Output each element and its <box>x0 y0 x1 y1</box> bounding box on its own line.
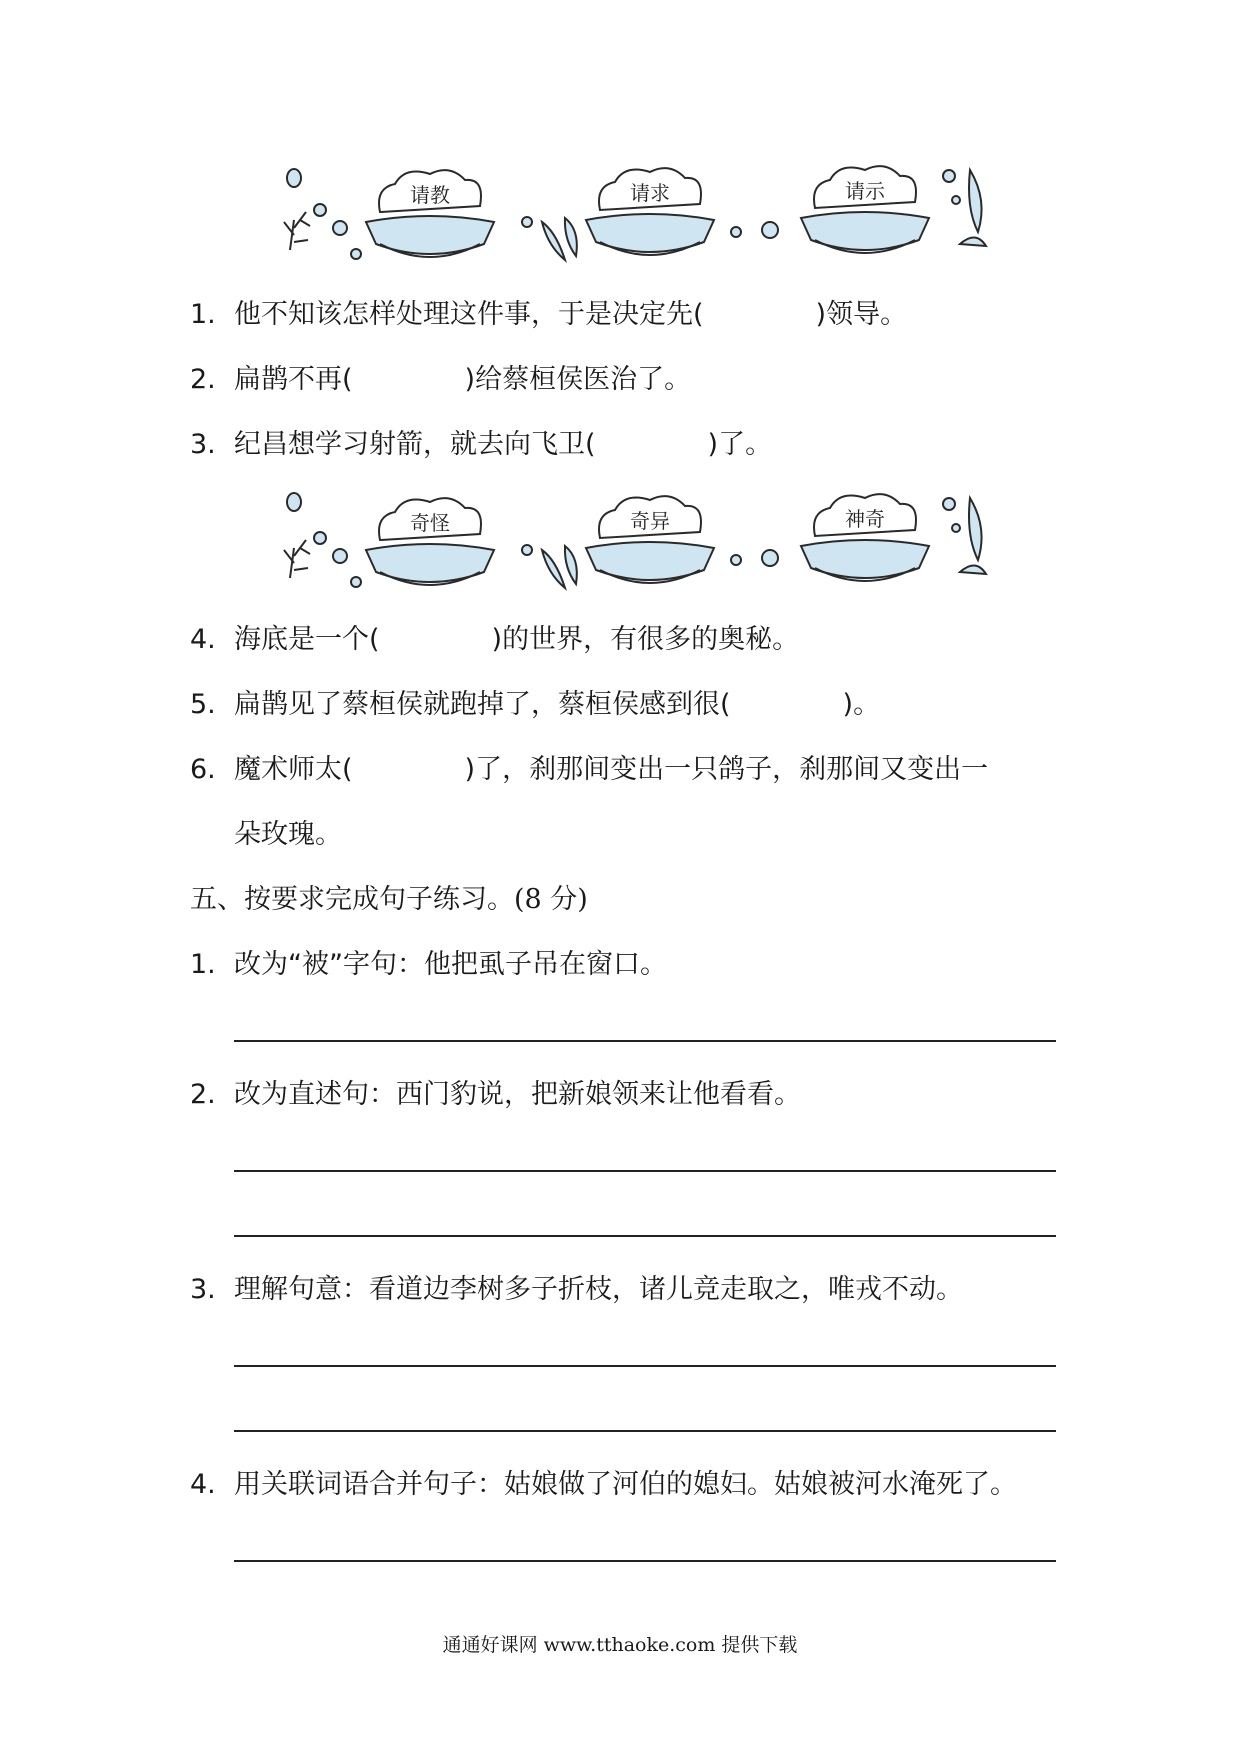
seaweed-icon <box>969 170 982 232</box>
answer-line[interactable] <box>234 1235 1056 1237</box>
answer-line[interactable] <box>234 1040 1056 1042</box>
coral-icon <box>284 212 310 250</box>
exercise-3: 3. 理解句意：看道边李树多子折枝，诸儿竞走取之，唯戎不动。 <box>190 1274 963 1305</box>
seaweed-icon <box>969 498 982 560</box>
exercise-4: 4. 用关联词语合并句子：姑娘做了河伯的媳妇。姑娘被河水淹死了。 <box>190 1469 1017 1500</box>
answer-line[interactable] <box>234 1365 1056 1367</box>
exercise-2: 2. 改为直述句：西门豹说，把新娘领来让他看看。 <box>190 1079 801 1110</box>
question-2: 2. 扁鹊不再( )给蔡桓侯医治了。 <box>190 364 692 395</box>
shell-word-5: 奇异 <box>630 509 670 533</box>
exercise-1: 1. 改为“被”字句：他把虱子吊在窗口。 <box>190 949 667 980</box>
shell-word-1: 请教 <box>410 183 450 207</box>
word-shell-group-1 <box>280 160 1000 280</box>
answer-line[interactable] <box>234 1560 1056 1562</box>
question-4: 4. 海底是一个( )的世界，有很多的奥秘。 <box>190 624 800 655</box>
shell-word-3: 请示 <box>845 179 885 203</box>
shell-word-2: 请求 <box>630 181 670 205</box>
question-1: 1. 他不知该怎样处理这件事，于是决定先( )领导。 <box>190 299 908 330</box>
footer-credit: 通通好课网 www.tthaoke.com 提供下载 <box>442 1634 798 1656</box>
question-6-continuation: 朵玫瑰。 <box>234 819 342 850</box>
section-title: 五、按要求完成句子练习。(8 分) <box>190 884 588 915</box>
answer-line[interactable] <box>234 1430 1056 1432</box>
seaweed-icon <box>542 222 565 260</box>
question-6: 6. 魔术师太( )了，刹那间变出一只鸽子，刹那间又变出一 <box>190 754 989 785</box>
question-3: 3. 纪昌想学习射箭，就去向飞卫( )了。 <box>190 429 773 460</box>
shell-illustration-2 <box>280 488 1000 608</box>
coral-icon <box>284 540 310 578</box>
seaweed-icon <box>542 550 565 588</box>
answer-line[interactable] <box>234 1170 1056 1172</box>
word-shell-group-2 <box>280 488 1000 608</box>
shell-word-4: 奇怪 <box>410 511 450 535</box>
question-5: 5. 扁鹊见了蔡桓侯就跑掉了，蔡桓侯感到很( )。 <box>190 689 881 720</box>
shell-word-6: 神奇 <box>845 507 885 531</box>
shell-illustration-1 <box>280 160 1000 280</box>
